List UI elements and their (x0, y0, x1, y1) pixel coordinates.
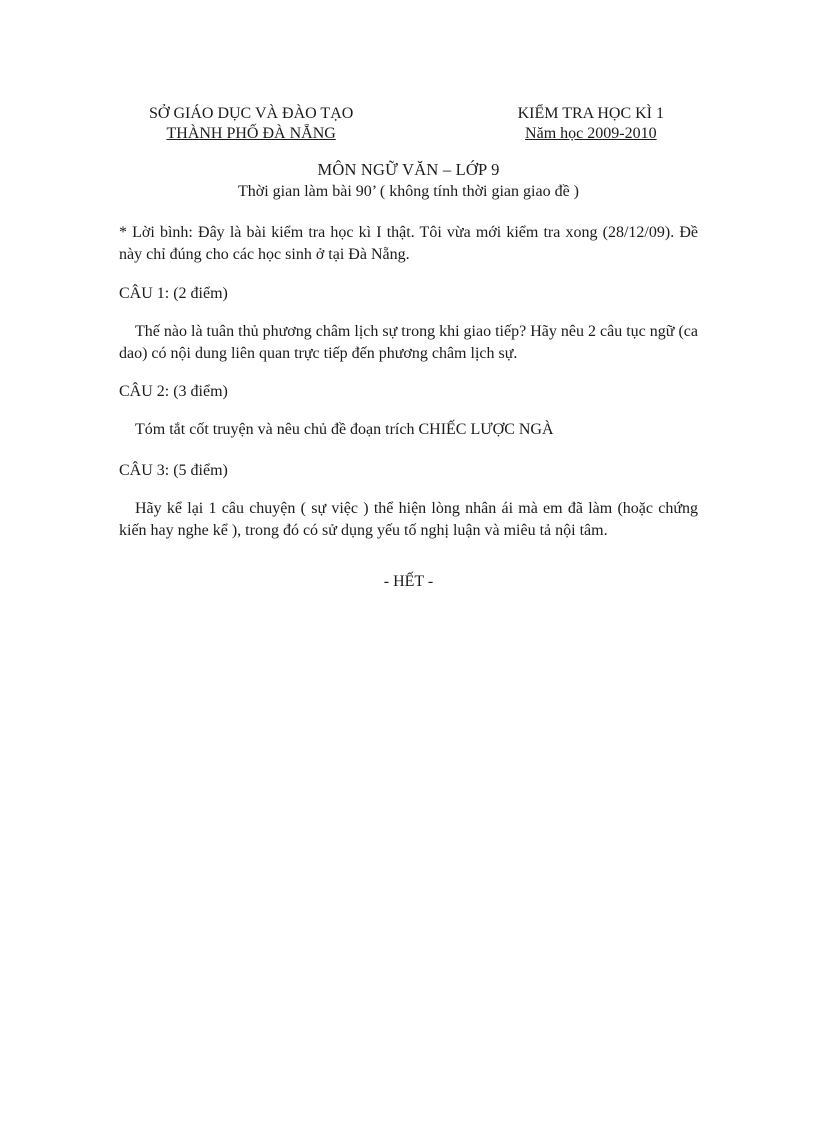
question-2-body: Tóm tắt cốt truyện và nêu chủ đề đoạn trích CHIẾC LƯỢC NGÀ (135, 421, 554, 438)
question-2 (119, 381, 698, 441)
page-title: MÔN NGỮ VĂN – LỚP 9 (317, 160, 500, 179)
commentary-note: * Lời bình: Đây là bài kiểm tra học kì I thật. Tôi vừa mới kiểm tra xong (28/12/09). Đề này chỉ đúng cho các học sinh ở tại Đà Nẵng. (119, 224, 698, 263)
end-marker: - HẾT - (383, 573, 434, 590)
question-2-heading: CÂU 2: (3 điểm) (119, 383, 228, 400)
question-1 (119, 283, 698, 365)
question-3-heading: CÂU 3: (5 điểm) (119, 462, 228, 479)
document-header (119, 104, 698, 144)
document-content (119, 104, 698, 593)
school-year: Năm học 2009-2010 (525, 125, 657, 142)
exam-name: KIỂM TRA HỌC KÌ 1 (517, 105, 664, 122)
question-1-body: Thế nào là tuân thủ phương châm lịch sự trong khi giao tiếp? Hãy nêu 2 câu tục ngữ (ca dao) có nội dung liên quan trực tiếp đến phương châm lịch sự. (119, 323, 698, 362)
authority-name: SỞ GIÁO DỤC VÀ ĐÀO TẠO (149, 105, 354, 122)
question-1-heading: CÂU 1: (2 điểm) (119, 285, 228, 302)
question-3-body: Hãy kể lại 1 câu chuyện ( sự việc ) thể hiện lòng nhân ái mà em đã làm (hoặc chứng kiến hay nghe kể ), trong đó có sử dụng yếu tố nghị luận và miêu tả nội tâm. (119, 500, 698, 539)
issuing-authority (149, 104, 353, 144)
page-subtitle: Thời gian làm bài 90’ ( không tính thời gian giao đề ) (238, 183, 579, 200)
authority-city: THÀNH PHỐ ĐÀ NẴNG (166, 125, 336, 142)
question-3 (119, 460, 698, 542)
exam-session-info (518, 104, 664, 144)
